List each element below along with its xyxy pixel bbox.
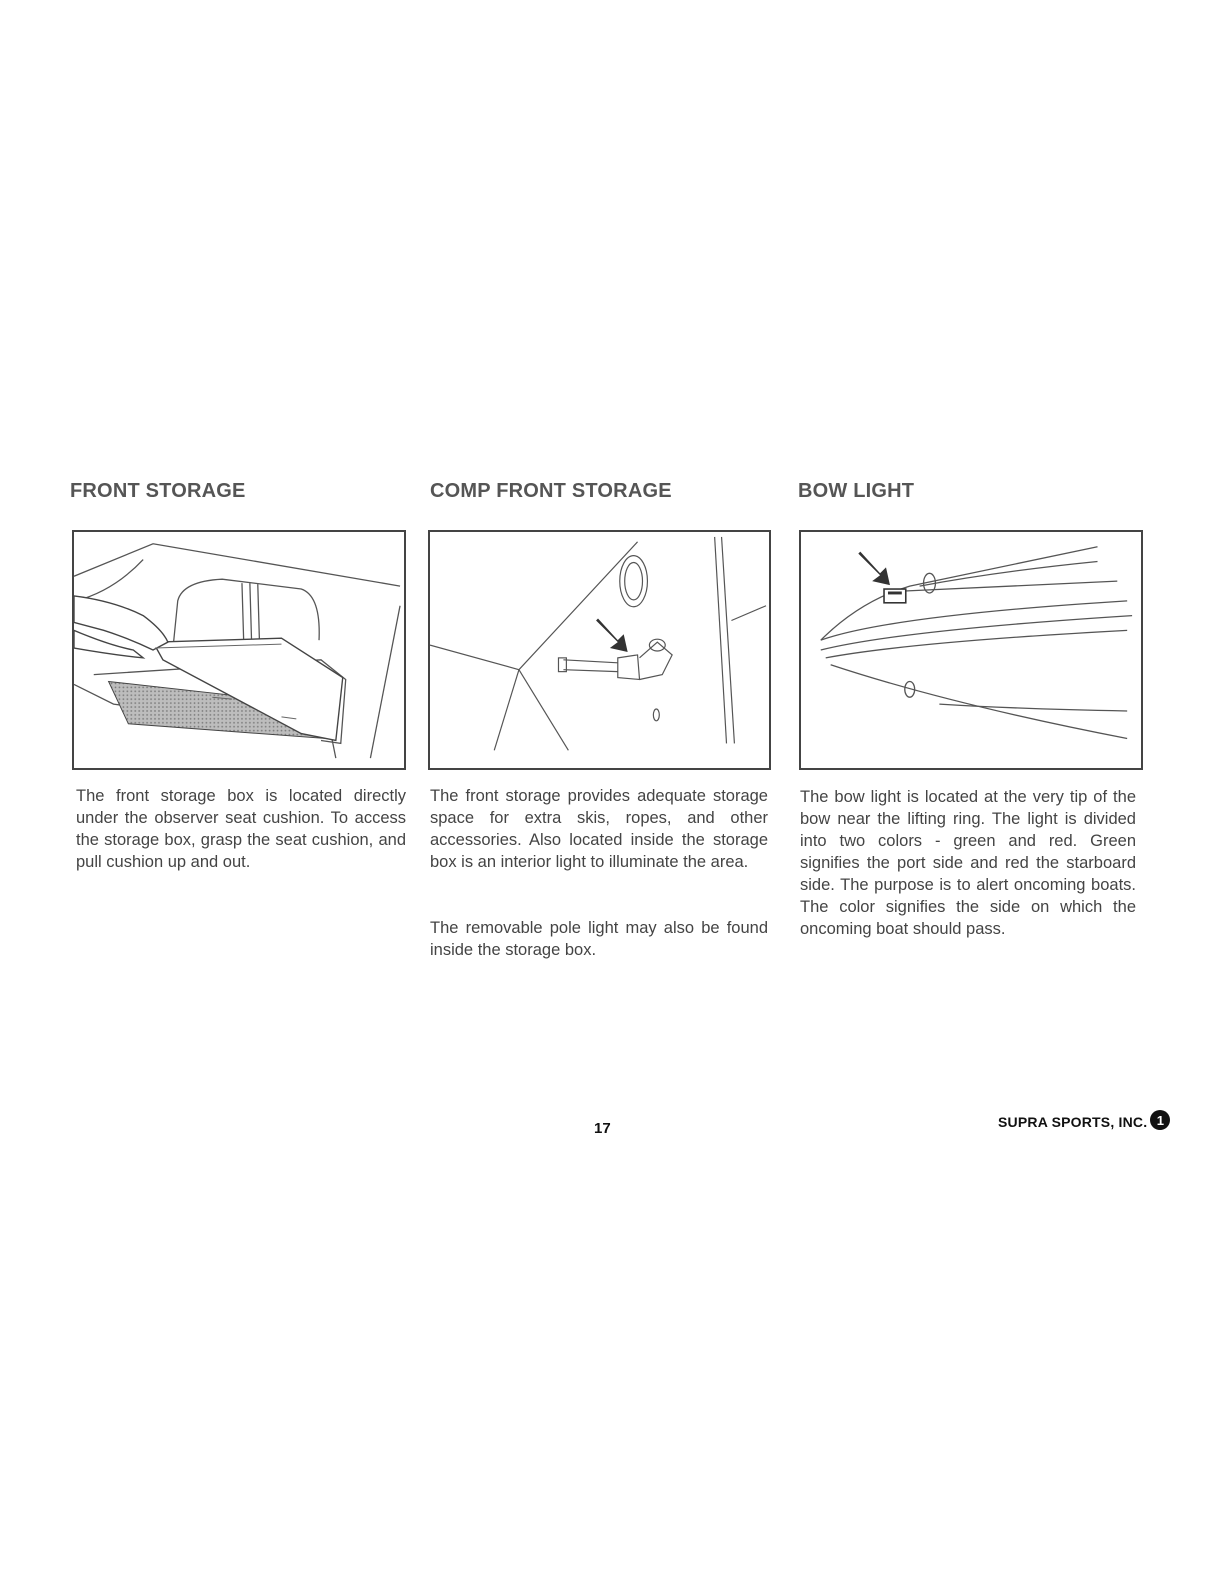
pole-light-text: The removable pole light may also be found inside the storage box. <box>430 919 768 959</box>
comp-front-storage-heading: COMP FRONT STORAGE <box>430 480 672 502</box>
front-storage-heading: FRONT STORAGE <box>70 480 246 502</box>
comp-front-storage-text: The front storage provides adequate storage space for extra skis, ropes, and other accessories. Also located inside the storage box is an interior light to illuminate the area. <box>430 787 768 871</box>
brand-badge-icon: 1 <box>1150 1110 1170 1130</box>
front-storage-illustration <box>72 530 406 770</box>
comp-front-storage-illustration <box>428 530 771 770</box>
front-storage-text: The front storage box is located directly under the observer seat cushion. To access the storage box, grasp the seat cushion, and pull cushion up and out. <box>76 787 406 871</box>
bow-light-illustration <box>799 530 1143 770</box>
brand-name: SUPRA SPORTS, INC. <box>998 1114 1148 1130</box>
brand-footer <box>998 1114 1170 1130</box>
page-number: 17 <box>594 1120 611 1137</box>
bow-light-text: The bow light is located at the very tip of the bow near the lifting ring. The light is divided into two colors - green and red. Green signifies the port side and red the starboard side. The purpose is to alert oncoming boats. The color signifies the side on which the oncoming boat should pass. <box>800 788 1136 938</box>
bow-light-heading: BOW LIGHT <box>798 480 915 502</box>
